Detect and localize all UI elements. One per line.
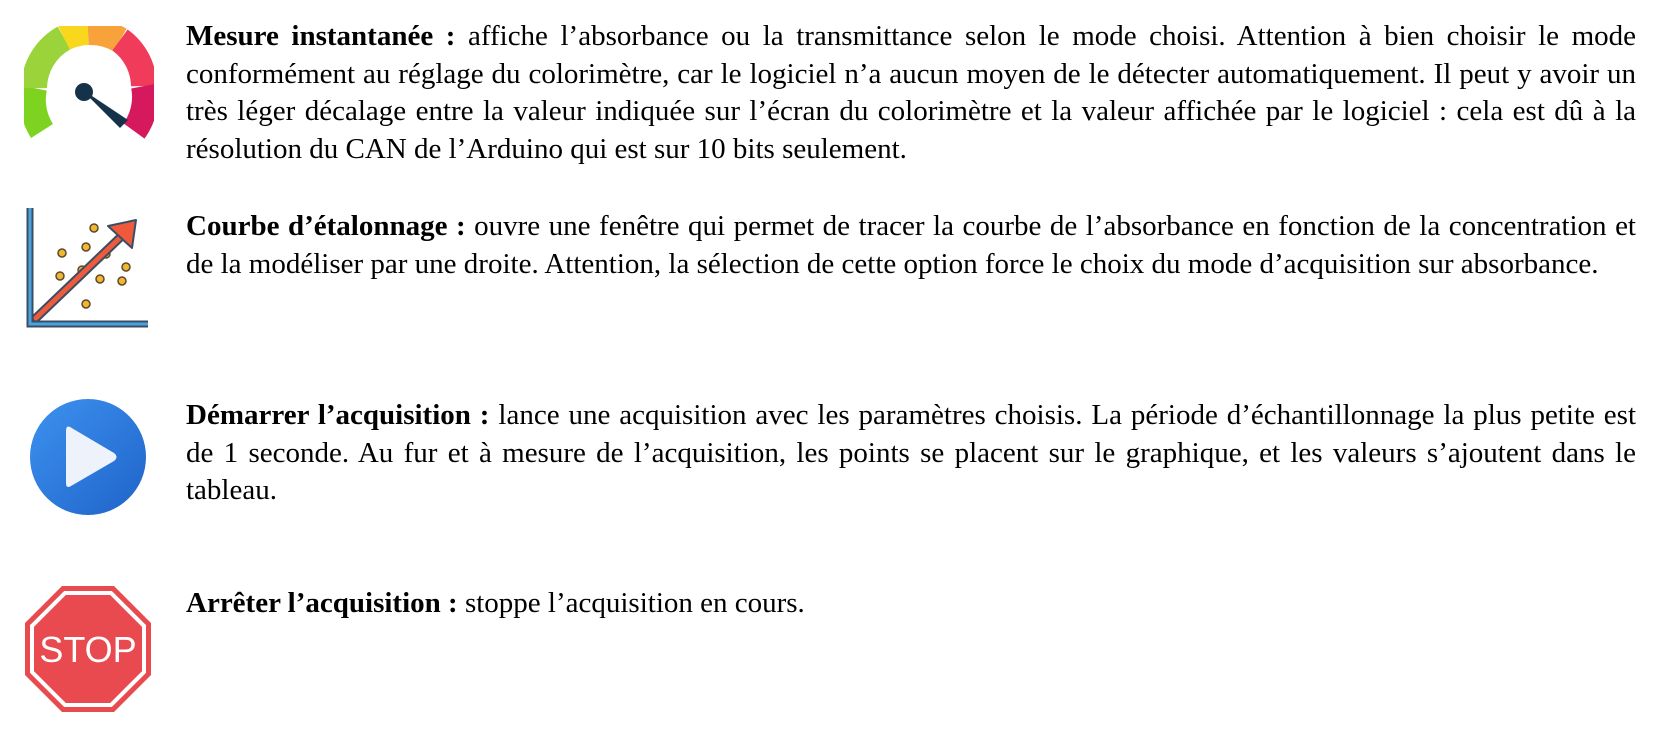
gauge-icon bbox=[24, 26, 154, 141]
item-text: ouvre une fenêtre qui permet de tracer la courbe de l’absorbance en fonction de la concentration et de la modéliser par une droite. Attention, la sélection de cette option force le choix du mode d’acquisition sur absorbance. bbox=[186, 210, 1636, 280]
item-text: stoppe l’acquisition en cours. bbox=[464, 587, 805, 619]
item-description bbox=[186, 397, 1636, 510]
stop-sign-icon bbox=[24, 585, 152, 713]
item-text: lance une acquisition avec les paramètres choisis. La période d’échantillonnage la plus petite est de 1 seconde. Au fur et à mesure de l’acquisition, les points se placent sur le graphique, et les valeurs s’ajoutent dans le tableau. bbox=[186, 399, 1637, 506]
play-icon bbox=[24, 397, 148, 521]
item-title: Démarrer l’acquisition : bbox=[186, 399, 490, 431]
calibration-curve-icon bbox=[24, 208, 152, 334]
item-title: Arrêter l’acquisition : bbox=[186, 587, 458, 619]
item-text: affiche l’absorbance ou la transmittance selon le mode choisi. Attention à bien choisir le mode conformément au réglage du colorimètre, car le logiciel n’a aucun moyen de le détecter automatiquement. Il peut y avoir un très léger décalage entre la valeur indiquée sur l’écran du colorimètre et la valeur affichée par le logiciel : cela est dû à la résolution du CAN de l’Arduino qui est sur 10 bits seulement. bbox=[186, 20, 1636, 165]
item-description bbox=[186, 585, 1636, 623]
stop-sign-text: STOP bbox=[39, 629, 137, 670]
item-title: Mesure instantanée : bbox=[186, 20, 456, 52]
item-description bbox=[186, 208, 1636, 283]
item-title: Courbe d’étalonnage : bbox=[186, 210, 466, 242]
item-description bbox=[186, 18, 1636, 168]
